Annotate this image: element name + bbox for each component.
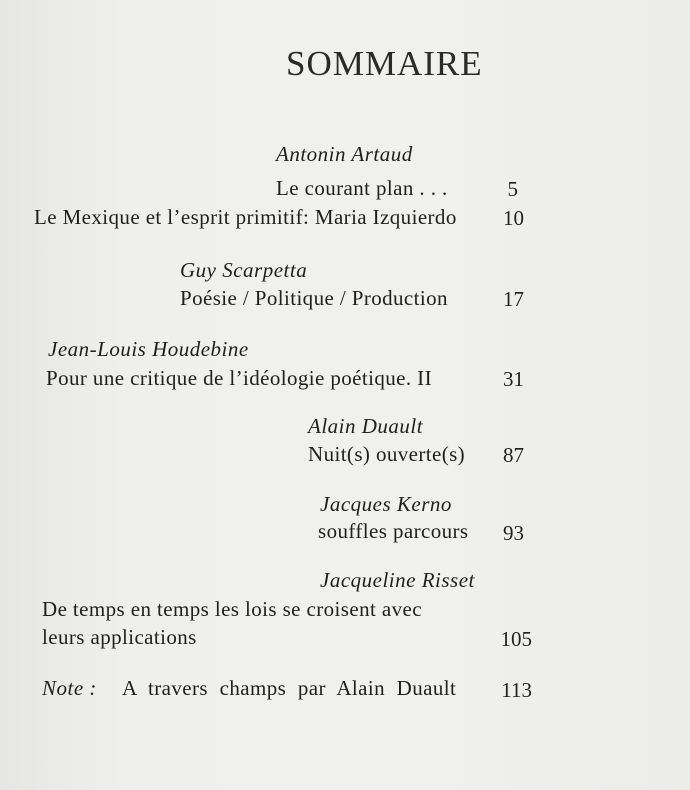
author-kerno: Jacques Kerno (320, 492, 452, 516)
work-temps-line2: leurs applications (42, 625, 197, 649)
page-number: 10 (503, 206, 524, 230)
page-number: 31 (503, 367, 524, 391)
page-number: 93 (503, 521, 524, 545)
note-title: A travers champs par Alain Duault (122, 676, 457, 700)
author-scarpetta: Guy Scarpetta (180, 258, 308, 282)
page-number: 5 (507, 177, 518, 201)
author-artaud: Antonin Artaud (276, 142, 413, 166)
page-number: 87 (503, 443, 524, 467)
work-courant-plan: Le courant plan . . . (276, 176, 448, 200)
page-number: 113 (501, 678, 532, 702)
author-risset: Jacqueline Risset (320, 568, 475, 592)
work-mexique: Le Mexique et l’esprit primitif: Maria Izquierdo (34, 205, 457, 229)
work-poesie: Poésie / Politique / Production (180, 286, 448, 310)
work-souffles: souffles parcours (318, 519, 469, 543)
page-number: 17 (503, 287, 524, 311)
page-title: SOMMAIRE (286, 44, 483, 83)
author-houdebine: Jean-Louis Houdebine (48, 337, 249, 361)
note-label: Note : (42, 676, 97, 700)
author-duault: Alain Duault (308, 414, 424, 438)
work-critique: Pour une critique de l’idéologie poétique. II (46, 366, 432, 390)
page-number: 105 (500, 627, 532, 651)
work-temps-line1: De temps en temps les lois se croisent avec (42, 597, 422, 621)
work-nuits: Nuit(s) ouverte(s) (308, 442, 466, 466)
